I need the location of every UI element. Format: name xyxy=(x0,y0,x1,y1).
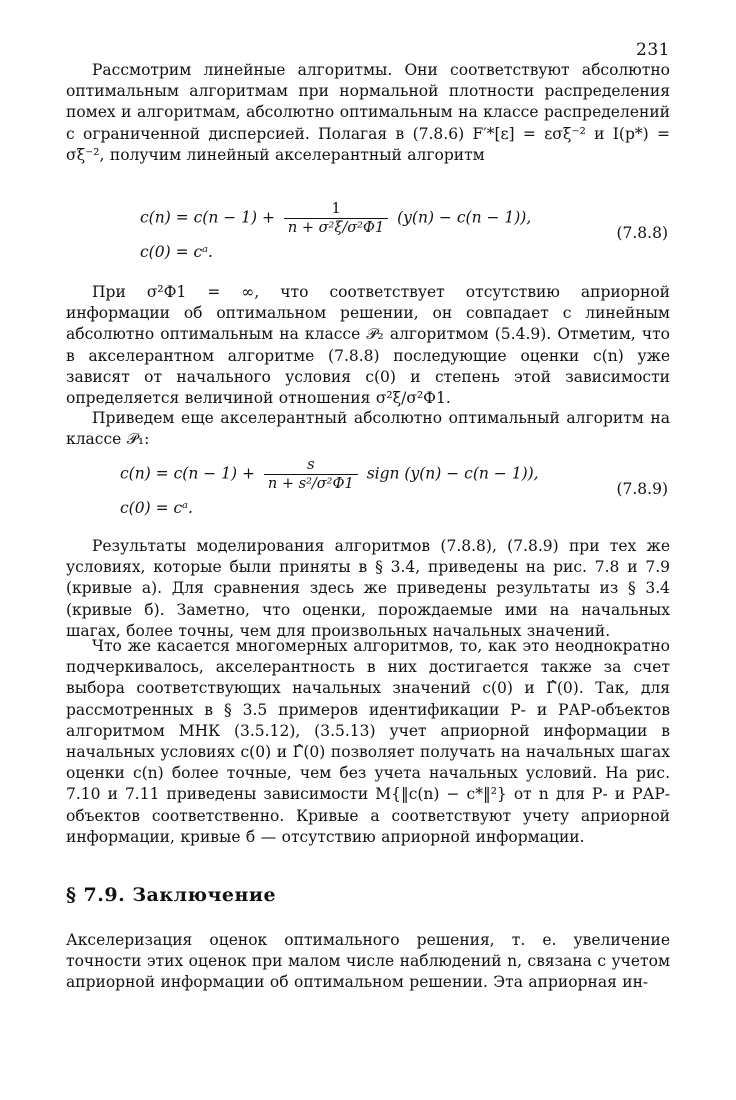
section-heading: § 7.9. Заключение xyxy=(66,884,277,906)
paragraph-conclusion: Акселеризация оценок оптимального решения, т. е. увеличение точности этих оценок при малом числе наблюдений n, связана с учетом априорной информации об оптимальном решении. Эта априорная ин- xyxy=(66,931,670,992)
paragraph-class-p1: Приведем еще акселерантный абсолютно оптимальный алгоритм на классе 𝒫₁: xyxy=(66,409,670,449)
eq2-right: sign (y(n) − c(n − 1)), xyxy=(366,464,539,483)
equation-number-7-8-9: (7.8.9) xyxy=(616,480,668,498)
eq1-left: c(n) = c(n − 1) + xyxy=(140,208,275,227)
eq2-initial: c(0) = cᵃ. xyxy=(120,499,193,517)
equation-7-8-8 xyxy=(140,200,531,263)
equation-7-8-9 xyxy=(120,456,539,519)
eq2-frac-den: n + s²/σ²Ф1 xyxy=(267,476,354,492)
paragraph-infinite-variance: При σ²Ф1 = ∞, что соответствует отсутствию априорной информации об оптимальном решении, он совпадает с линейным абсолютно оптимальным на классе 𝒫₂ алгоритмом (5.4.9). Отметим, что в акселерантном алгоритме (7.8.8) последующие оценки c(n) уже зависят от начального условия c(0) и степень этой зависимости определяется величиной отношения σ²ξ/σ²Ф1. xyxy=(66,283,670,408)
eq1-fraction xyxy=(284,200,388,237)
paragraph-simulation-results: Результаты моделирования алгоритмов (7.8.8), (7.8.9) при тех же условиях, которые были приняты в § 3.4, приведены на рис. 7.8 и 7.9 (кривые а). Для сравнения здесь же приведены результаты из § 3.4 (кривые б). Заметно, что оценки, порождаемые ими на начальных шагах, более точны, чем для произвольных начальных значений. xyxy=(66,537,670,640)
eq1-frac-den: n + σ²ξ/σ²Ф1 xyxy=(287,220,385,236)
eq2-frac-num: s xyxy=(264,456,358,475)
paragraph-intro: Рассмотрим линейные алгоритмы. Они соответствуют абсолютно оптимальным алгоритмам при нормальной плотности распределения помех и алгоритмам, абсолютно оптимальным на классе распределений с ограниченной дисперсией. Полагая в (7.8.6) F′*[ε] = εσξ⁻² и I(p*) = σξ⁻², получим линейный акселерантный алгоритм xyxy=(66,61,670,164)
page-number: 231 xyxy=(636,40,670,60)
equation-number-7-8-8: (7.8.8) xyxy=(616,224,668,242)
eq2-left: c(n) = c(n − 1) + xyxy=(120,464,255,483)
eq2-fraction xyxy=(264,456,358,493)
eq1-right: (y(n) − c(n − 1)), xyxy=(397,208,532,227)
paragraph-multidimensional: Что же касается многомерных алгоритмов, то, как это неоднократно подчеркивалось, акселерантность в них достигается также за счет выбора соответствующих начальных значений c(0) и Γ̂(0). Так, для рассмотренных в § 3.5 примеров идентификации Р- и РАР-объектов алгоритмом МНК (3.5.12), (3.5.13) учет априорной информации в начальных условиях c(0) и Γ̂(0) позволяет получать на начальных шагах оценки c(n) более точные, чем без учета начальных условий. На рис. 7.10 и 7.11 приведены зависимости M{‖c(n) − c*‖²} от n для Р- и РАР-объектов соответственно. Кривые а соответствуют учету априорной информации, кривые б — отсутствию априорной информации. xyxy=(66,637,670,846)
eq1-initial: c(0) = cᵃ. xyxy=(140,243,213,261)
eq1-frac-num: 1 xyxy=(284,200,388,219)
